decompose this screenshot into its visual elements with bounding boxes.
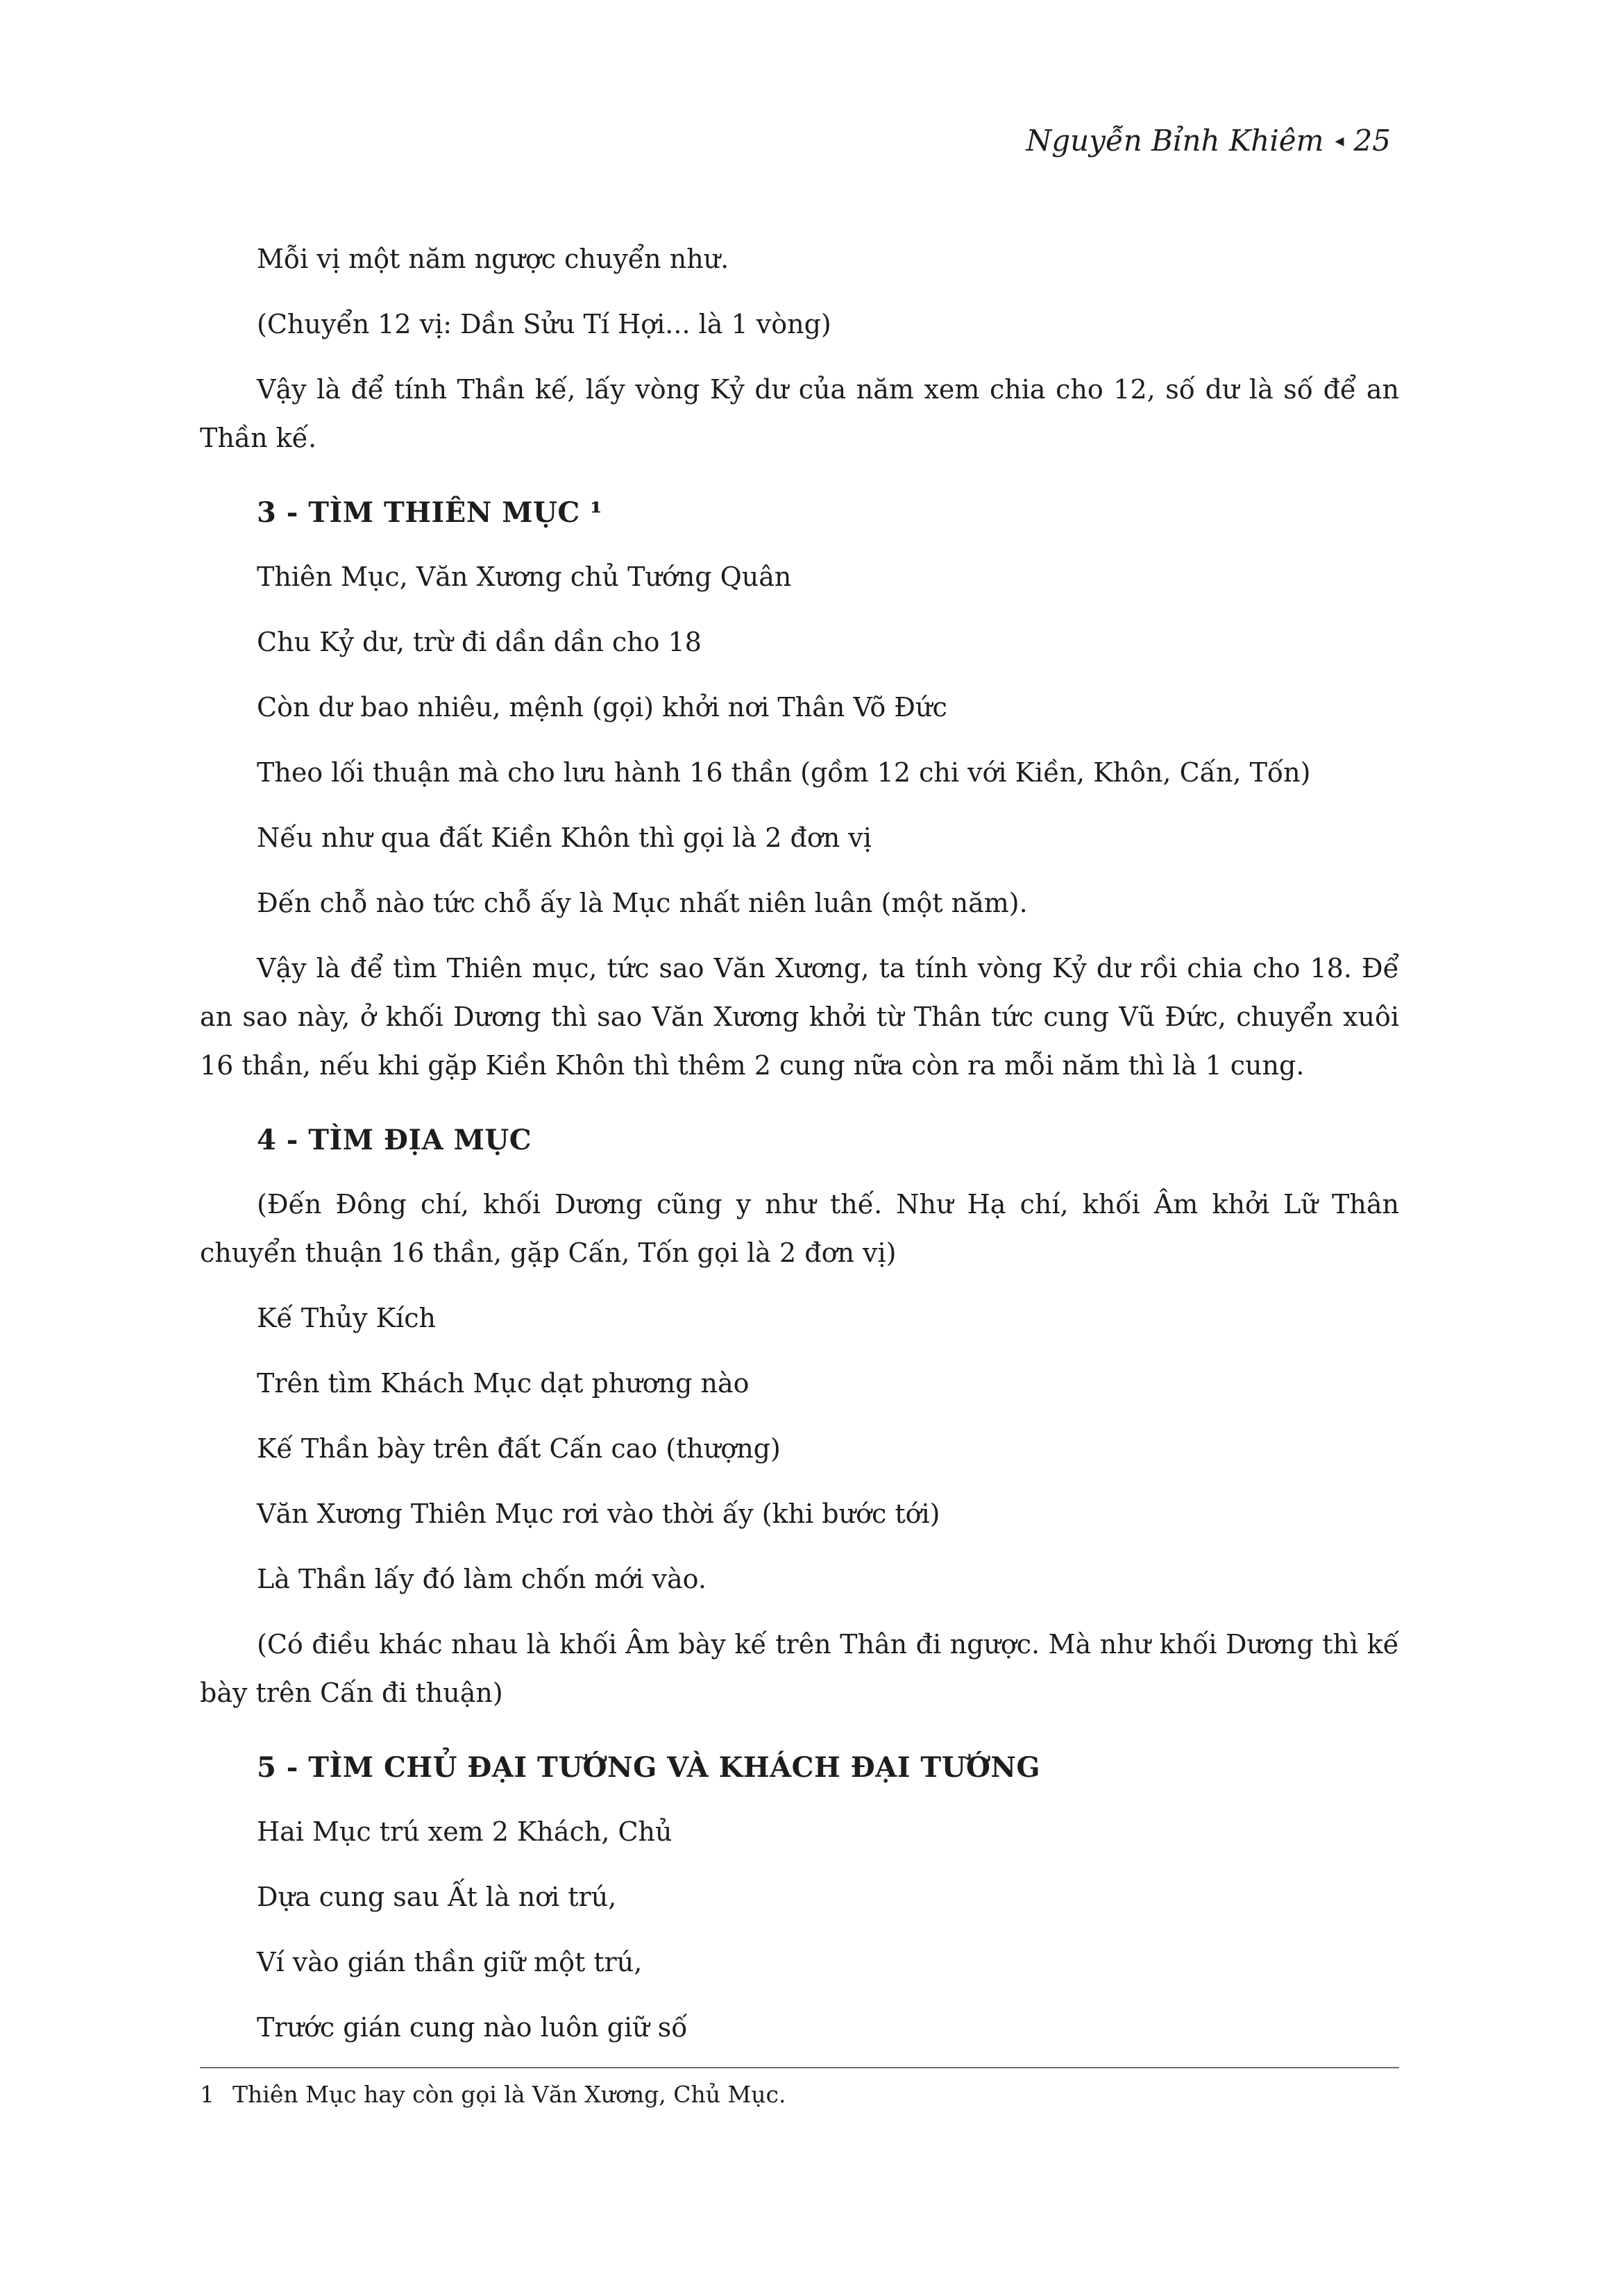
footnote-divider (200, 2067, 1399, 2068)
verse-line: Là Thần lấy đó làm chốn mới vào. (257, 1564, 707, 1594)
verse-line: Văn Xương Thiên Mục rơi vào thời ấy (khi bước tới) (257, 1499, 940, 1529)
verse-line: Trước gián cung nào luôn giữ số (257, 2012, 688, 2043)
verse-line: (Chuyển 12 vị: Dần Sửu Tí Hợi... là 1 vòng) (257, 309, 831, 339)
verse-line: Hai Mục trú xem 2 Khách, Chủ (257, 1816, 672, 1847)
footnote-text: Thiên Mục hay còn gọi là Văn Xương, Chủ Mục. (232, 2081, 786, 2108)
verse-line: Kế Thủy Kích (257, 1303, 436, 1333)
running-header-title: Nguyễn Bỉnh Khiêm (1026, 124, 1324, 158)
verse-line: Còn dư bao nhiêu, mệnh (gọi) khởi nơi Thân Võ Đức (257, 692, 947, 723)
header-separator-icon: ◂ (1335, 130, 1344, 151)
verse-line: Dựa cung sau Ất là nơi trú, (257, 1882, 617, 1912)
paragraph: (Có điều khác nhau là khối Âm bày kế trên Thân đi ngược. Mà như khối Dương thì kế bày trên Cấn đi thuận) (200, 1629, 1399, 1708)
section-heading: 3 - TÌM THIÊN MỤC ¹ (257, 496, 603, 529)
paragraph: (Đến Đông chí, khối Dương cũng y như thế. Như Hạ chí, khối Âm khởi Lữ Thân chuyển thuận 16 thần, gặp Cấn, Tốn gọi là 2 đơn vị) (200, 1189, 1399, 1268)
verse-line: Kế Thần bày trên đất Cấn cao (thượng) (257, 1433, 781, 1464)
section-heading: 4 - TÌM ĐỊA MỤC (257, 1124, 532, 1156)
verse-line: Ví vào gián thần giữ một trú, (257, 1947, 643, 1977)
footnote-text-row (200, 2079, 1399, 2110)
verse-line: Trên tìm Khách Mục dạt phương nào (257, 1368, 750, 1399)
content (200, 235, 1399, 2068)
verse-line: Mỗi vị một năm ngược chuyển như. (257, 244, 729, 274)
verse-line: Theo lối thuận mà cho lưu hành 16 thần (gồm 12 chi với Kiền, Khôn, Cấn, Tốn) (257, 757, 1311, 788)
verse-line: Thiên Mục, Văn Xương chủ Tướng Quân (257, 562, 792, 592)
page-number: 25 (1353, 124, 1391, 158)
footnote (200, 2067, 1399, 2110)
verse-line: Nếu như qua đất Kiền Khôn thì gọi là 2 đơn vị (257, 822, 872, 853)
running-header (1026, 124, 1391, 158)
verse-line: Chu Kỷ dư, trừ đi dần dần cho 18 (257, 627, 702, 657)
paragraph: Vậy là để tìm Thiên mục, tức sao Văn Xương, ta tính vòng Kỷ dư rồi chia cho 18. Để an sao này, ở khối Dương thì sao Văn Xương khởi từ Thân tức cung Vũ Đức, chuyển xuôi 16 thần, nếu khi gặp Kiền Khôn thì thêm 2 cung nữa còn ra mỗi năm thì là 1 cung. (200, 953, 1399, 1081)
footnote-marker: 1 (200, 2081, 214, 2108)
section-heading: 5 - TÌM CHỦ ĐẠI TƯỚNG VÀ KHÁCH ĐẠI TƯỚNG (257, 1751, 1041, 1784)
verse-line: Đến chỗ nào tức chỗ ấy là Mục nhất niên luân (một năm). (257, 888, 1028, 918)
paragraph: Vậy là để tính Thần kế, lấy vòng Kỷ dư của năm xem chia cho 12, số dư là số để an Thần kế. (200, 374, 1399, 453)
